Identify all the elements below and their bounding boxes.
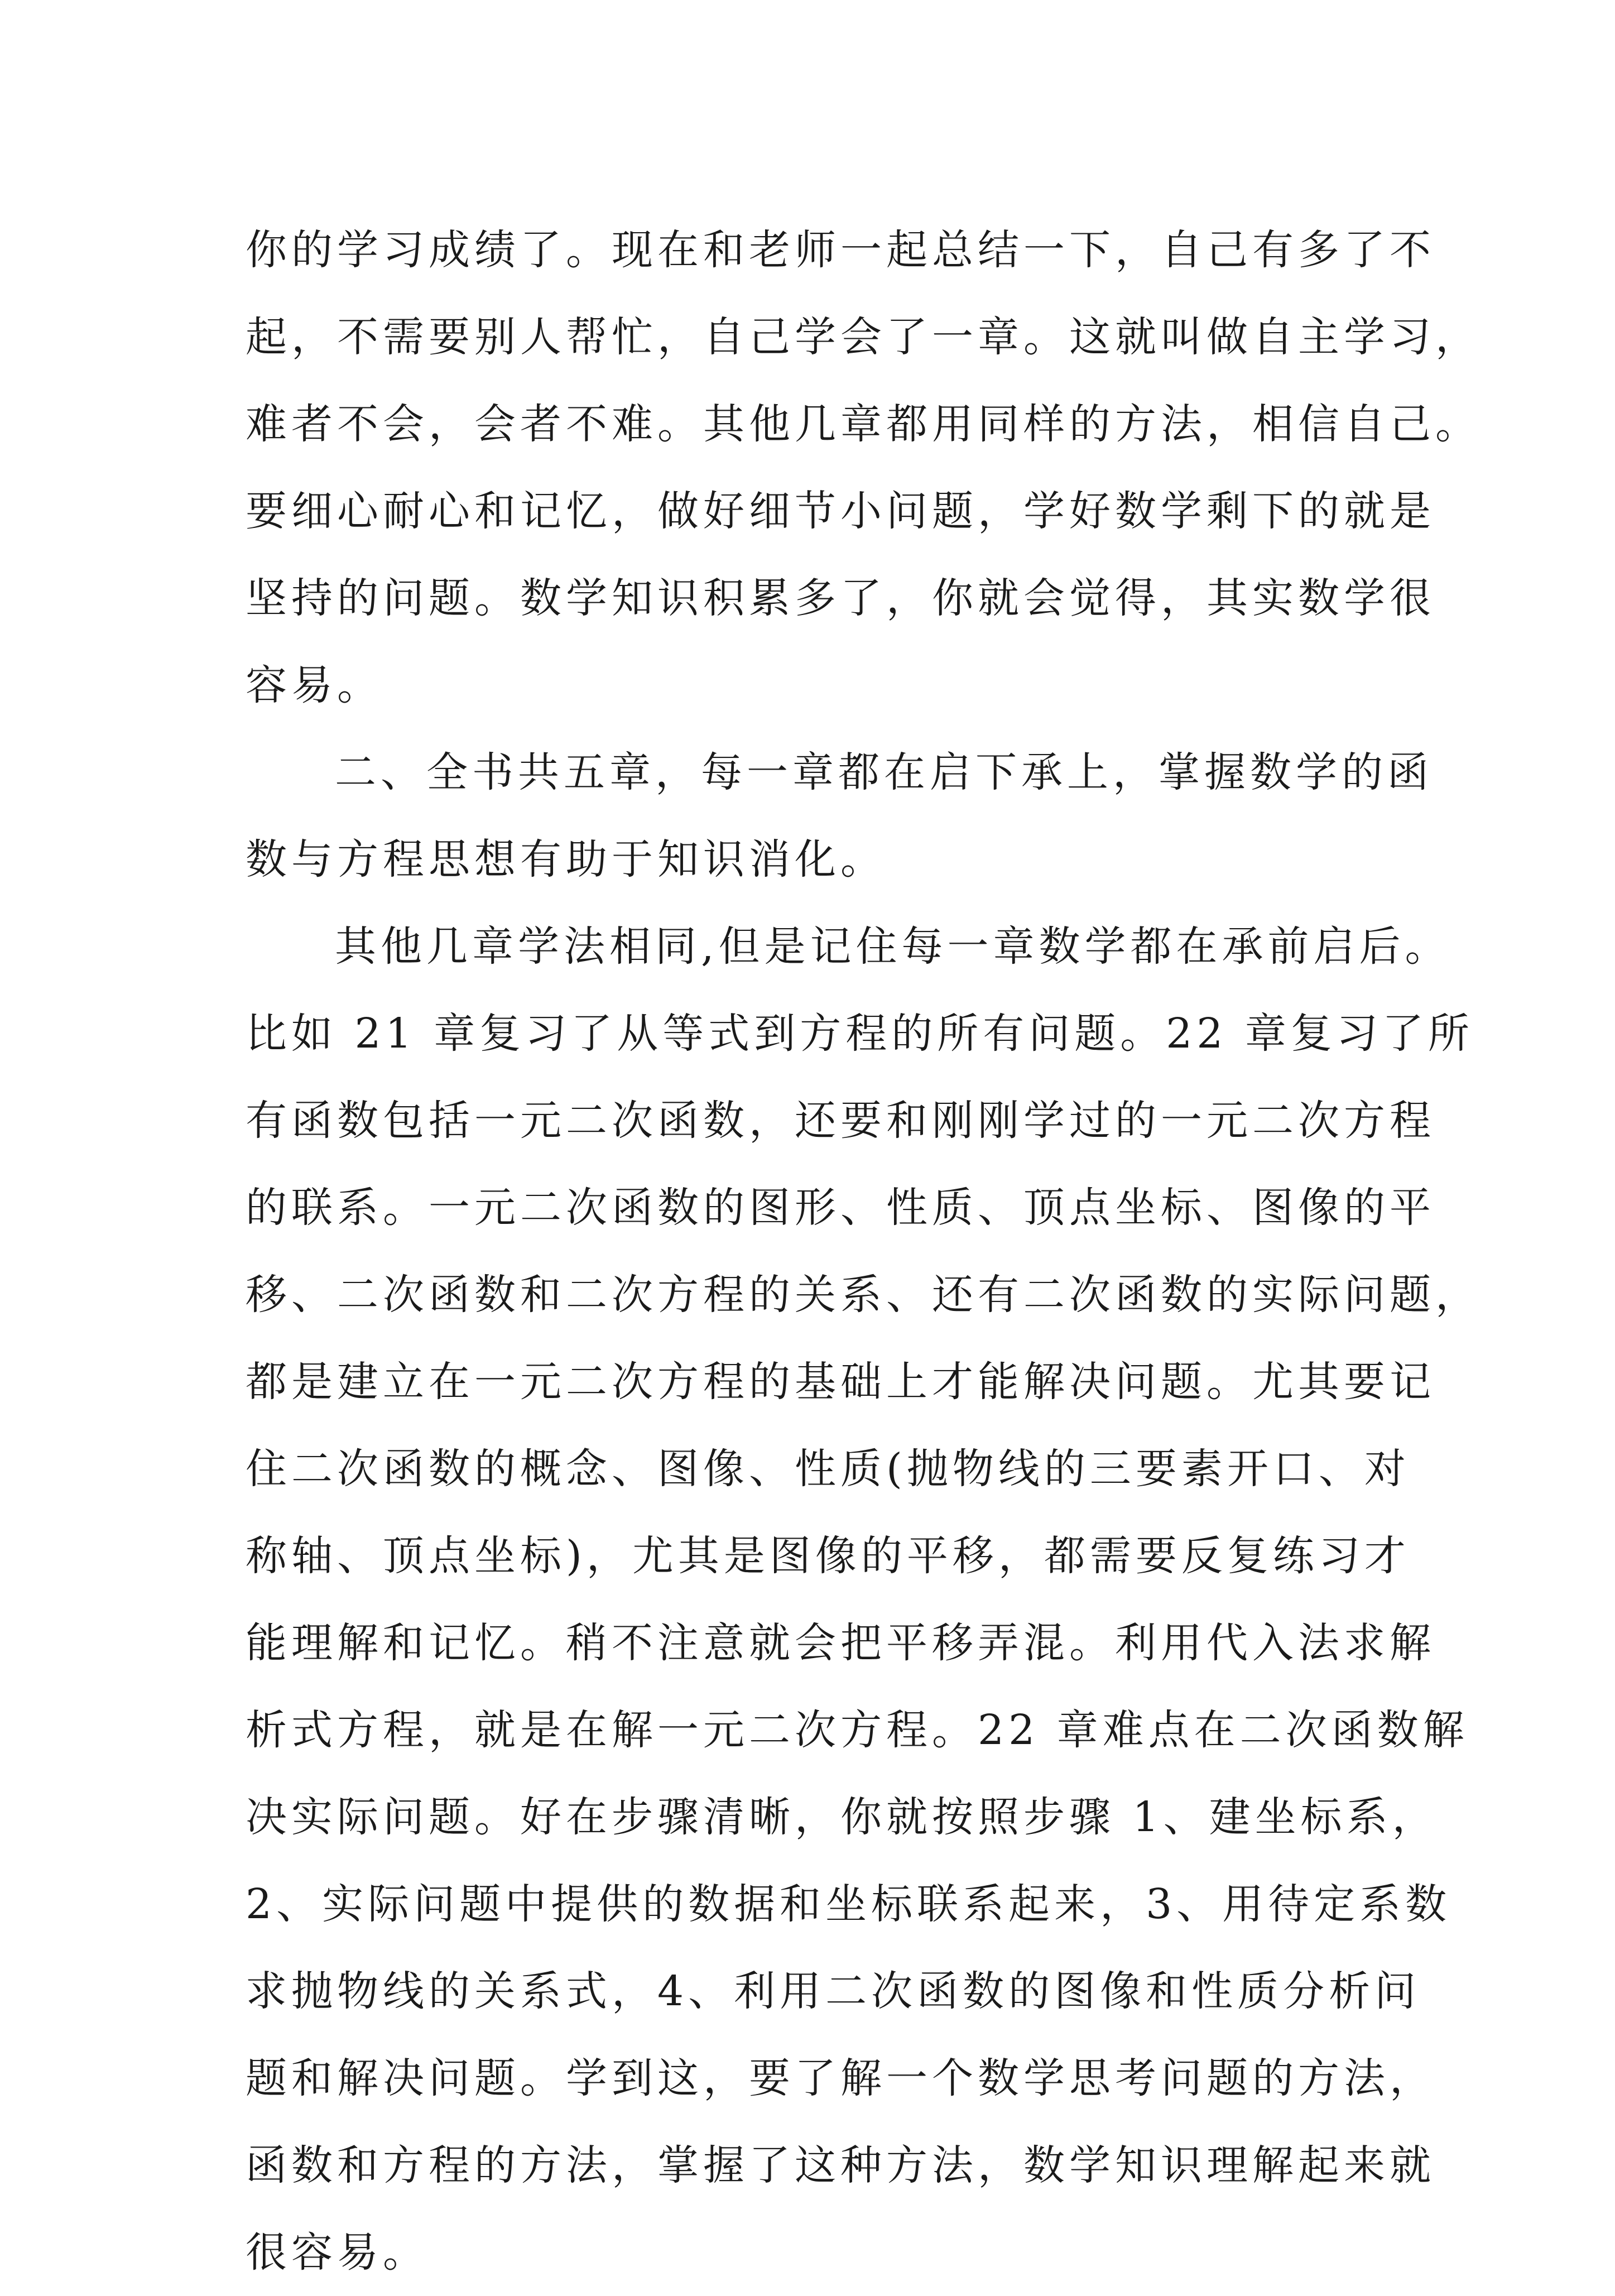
text-line: 析式方程，就是在解一元二次方程。22 章难点在二次函数解 [246, 1706, 1469, 1754]
text-line: 有函数包括一元二次函数，还要和刚刚学过的一元二次方程 [246, 1097, 1435, 1145]
text-line: 能理解和记忆。稍不注意就会把平移弄混。利用代入法求解 [246, 1619, 1435, 1667]
text-line: 题和解决问题。学到这，要了解一个数学思考问题的方法， [246, 2054, 1435, 2102]
text-line: 其他几章学法相同,但是记住每一章数学都在承前启后。 [335, 923, 1451, 971]
text-line: 称轴、顶点坐标)，尤其是图像的平移，都需要反复练习才 [246, 1532, 1410, 1580]
text-line: 数与方程思想有助于知识消化。 [246, 835, 886, 883]
text-line: 住二次函数的概念、图像、性质(抛物线的三要素开口、对 [246, 1445, 1410, 1493]
text-line: 的联系。一元二次函数的图形、性质、顶点坐标、图像的平 [246, 1184, 1435, 1232]
text-line: 移、二次函数和二次方程的关系、还有二次函数的实际问题， [246, 1271, 1481, 1319]
text-line: 2、实际问题中提供的数据和坐标联系起来，3、用待定系数 [246, 1880, 1451, 1928]
text-line: 二、全书共五章，每一章都在启下承上，掌握数学的函 [335, 748, 1433, 796]
text-line: 难者不会，会者不难。其他几章都用同样的方法，相信自己。 [246, 400, 1481, 448]
text-line: 坚持的问题。数学知识积累多了，你就会觉得，其实数学很 [246, 574, 1435, 622]
text-line: 都是建立在一元二次方程的基础上才能解决问题。尤其要记 [246, 1358, 1435, 1406]
text-line: 决实际问题。好在步骤清晰，你就按照步骤 1、建坐标系， [246, 1793, 1438, 1841]
text-line: 函数和方程的方法，掌握了这种方法，数学知识理解起来就 [246, 2141, 1435, 2189]
text-line: 求抛物线的关系式，4、利用二次函数的图像和性质分析问 [246, 1967, 1421, 2015]
body-text [246, 206, 1481, 2296]
text-line: 容易。 [246, 661, 383, 709]
text-line: 要细心耐心和记忆，做好细节小问题，学好数学剩下的就是 [246, 487, 1435, 535]
text-line: 很容易。 [246, 2228, 429, 2276]
text-line: 你的学习成绩了。现在和老师一起总结一下，自己有多了不 [246, 226, 1435, 274]
text-line: 比如 21 章复习了从等式到方程的所有问题。22 章复习了所 [246, 1010, 1474, 1058]
text-line: 起，不需要别人帮忙，自己学会了一章。这就叫做自主学习， [246, 313, 1481, 361]
